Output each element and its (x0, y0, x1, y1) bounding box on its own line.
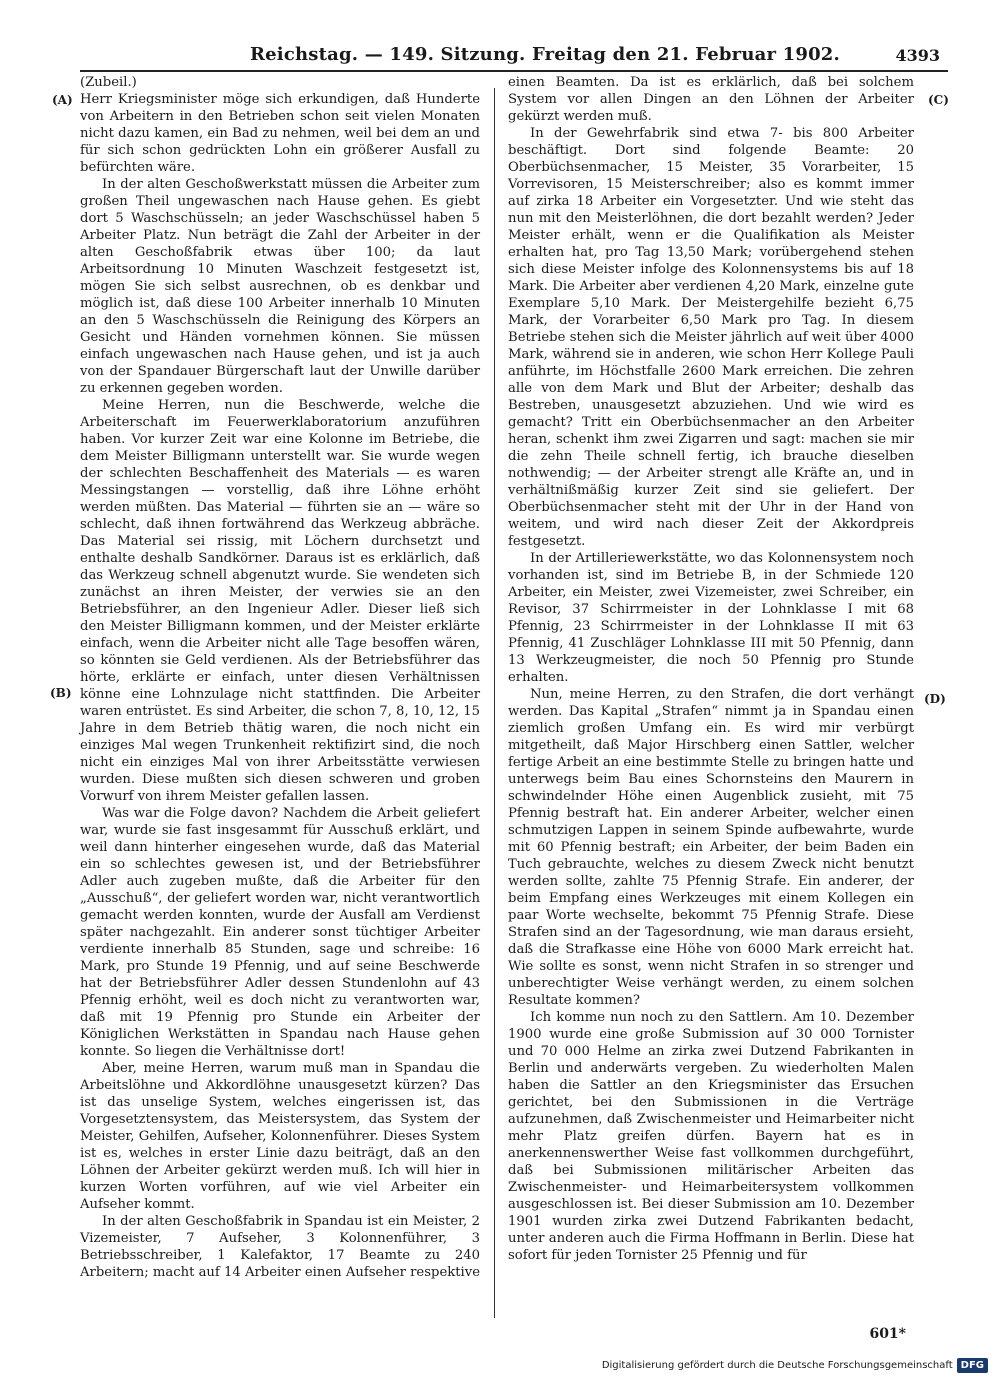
header-rule (80, 70, 948, 72)
paragraph: In der alten Geschoßwerkstatt müssen die Arbeiter zum großen Theil ungewaschen nach Hause gehen. Es giebt dort 5 Waschschüsseln; an jeder Waschschüssel haben 5 Arbeiter Platz. Nun beträgt die Zahl der Arbeiter in der alten Geschoßfabrik etwas über 100; da laut Arbeitsordnung 10 Minuten Waschzeit festgesetzt ist, mögen Sie sich selbst ausrechnen, ob es denkbar und möglich ist, daß diese 100 Arbeiter innerhalb 10 Minuten an den 5 Waschschüsseln die Reinigung des Körpers an Gesicht und Händen vornehmen können. Sie müssen einfach ungewaschen nach Hause gehen, und ist ja auch von der Spandauer Bürgerschaft laut der Unwille darüber zu erkennen gegeben worden. (80, 177, 480, 396)
speaker-name: (Zubeil.) (80, 75, 137, 90)
paragraph: Herr Kriegsminister möge sich erkundigen, daß Hunderte von Arbeitern in den Betrieben schon seit vielen Monaten nicht dazu kamen, ein Bad zu nehmen, weil bei dem an und für sich schon gedrückten Lohn ein größerer Ausfall zu befürchten wäre. (80, 92, 480, 175)
margin-marker-a: (A) (52, 93, 73, 107)
margin-marker-b: (B) (50, 686, 72, 700)
page-number: 4393 (895, 46, 940, 65)
sheet-signature: 601* (869, 1326, 906, 1342)
margin-marker-d: (D) (924, 692, 946, 706)
dfg-logo-icon: DFG (957, 1358, 988, 1373)
paragraph: In der Gewehrfabrik sind etwa 7- bis 800 Arbeiter beschäftigt. Dort sind folgende Beamte: 20 Oberbüchsenmacher, 15 Meister, 35 Vorarbeiter, 15 Vorrevisoren, 15 Meisterschreiber; also es kommt immer auf zirka 18 Arbeiter ein Vorgesetzter. Und wie steht das nun mit den Meisterlöhnen, die dort bezahlt werden? Jeder Meister erhält, wenn er die Qualifikation als Meister erhalten hat, pro Tag 13,50 Mark; vorübergehend stehen sich diese Meister infolge des Kolonnensystems bis auf 18 Mark. Die Arbeiter aber verdienen 4,20 Mark, einzelne gute Exemplare 5,10 Mark. Der Meistergehilfe bezieht 6,75 Mark, der Vorarbeiter 6,50 Mark pro Tag. In diesem Betriebe stehen sich die Meister jährlich auf weit über 4000 Mark, während sie in anderen, wie schon Herr Kollege Pauli anführte, im Höchstfalle 2600 Mark erreichen. Die zehren alle von dem Mark und Blut der Arbeiter; deshalb das Bestreben, unausgesetzt abzuziehen. Und wie wird es gemacht? Tritt ein Oberbüchsenmacher an den Arbeiter heran, schenkt ihm zwei Zigarren und sagt: machen sie mir die zehn Theile schnell fertig, ich brauche dieselben nothwendig; — der Arbeiter strengt alle Kräfte an, und in verhältnißmäßig kurzer Zeit sind sie geliefert. Der Oberbüchsenmacher steht mit der Uhr in der Hand von weitem, und wird nach dieser Zeit der Akkordpreis festgesetzt. (508, 126, 914, 549)
paragraph: Meine Herren, nun die Beschwerde, welche die Arbeiterschaft im Feuerwerklaboratorium anzuführen haben. Vor kurzer Zeit war eine Kolonne im Betriebe, die dem Meister Billigmann unterstellt war. Sie wurde wegen der schlechten Beschaffenheit des Materials — es waren Messingstangen — vorstellig, daß ihre Löhne erhöht werden müßten. Das Material — führten sie an — wäre so schlecht, daß ihnen fortwährend das Werkzeug abbräche. Das Material sei rissig, mit Löchern durchsetzt und enthalte deshalb Sandkörner. Daraus ist es erklärlich, daß das Werkzeug schnell abgenutzt wurde. Sie wendeten sich zunächst an ihren Meister, der verwies sie an den Betriebsführer, an den Ingenieur Adler. Dieser ließ sich den Meister Billigmann kommen, und der Meister erklärte einfach, wenn die Arbeiter nicht alle Tage besoffen wären, so könnten sie Geld verdienen. Als der Betriebsführer das hörte, erklärte er einfach, unter diesen Verhältnissen könne eine Lohnzulage nicht stattfinden. Die Arbeiter waren entrüstet. Es sind Arbeiter, die schon 7, 8, 10, 12, 15 Jahre in dem Betrieb thätig waren, die noch nicht ein einziges Mal wegen Trunkenheit rektifizirt sind, die noch nicht ein einziges Mal von ihrer Arbeitsstätte verwiesen wurden. Diese mußten sich diesen schweren und groben Vorwurf von ihrem Meister gefallen lassen. (80, 398, 480, 804)
paragraph: Ich komme nun noch zu den Sattlern. Am 10. Dezember 1900 wurde eine große Submission auf 30 000 Tornister und 70 000 Helme an zirka zwei Dutzend Fabrikanten in Berlin und anderwärts vergeben. Zu wiederholten Malen haben die Sattler an den Kriegsminister das Ersuchen gerichtet, bei den Submissionen in die Verträge aufzunehmen, daß Zwischenmeister und Heimarbeiter nicht mehr Platz greifen dürfen. Bayern hat es in anerkennenswerther Weise fast vollkommen durchgeführt, daß bei Submissionen militärischer Arbeiten das Zwischenmeister- und Heimarbeitersystem vollkommen ausgeschlossen ist. Bei dieser Submission am 10. Dezember 1901 wurden zirka zwei Dutzend Fabrikanten bedacht, unter anderen auch die Firma Hoffmann in Berlin. Diese hat sofort für jeden Tornister 25 Pfennig und für (508, 1010, 914, 1263)
paragraph: einen Beamten. Da ist es erklärlich, daß bei solchem System vor allen Dingen an den Löhnen der Arbeiter gekürzt werden muß. (508, 75, 914, 124)
paragraph: In der alten Geschoßfabrik in Spandau ist ein Meister, 2 Vizemeister, 7 Aufseher, 3 Kolonnenführer, 3 Betriebsschreiber, 1 Kalefaktor, 17 Beamte zu 240 Arbeitern; macht auf 14 Arbeiter einen Aufseher respektive (80, 1214, 481, 1280)
running-head: Reichstag. — 149. Sitzung. Freitag den 21. Februar 1902. (250, 44, 840, 65)
footer-text: Digitalisierung gefördert durch die Deutsche Forschungsgemeinschaft (601, 1360, 953, 1371)
column-divider (494, 88, 495, 1318)
footer (602, 1358, 988, 1373)
page-header (80, 42, 940, 72)
margin-marker-c: (C) (928, 93, 949, 107)
right-column (508, 74, 914, 1264)
paragraph: Aber, meine Herren, warum muß man in Spandau die Arbeitslöhne und Akkordlöhne unausgesetzt kürzen? Das ist das unselige System, welches eingerissen ist, das Vorgesetztensystem, das Meistersystem, das System der Meister, Gehilfen, Aufseher, Kolonnenführer. Dieses System ist es, welches in erster Linie dazu beiträgt, daß an den Löhnen der Arbeiter gekürzt werden muß. Ich will hier in kurzen Worten vorführen, auf wie viel Arbeiter ein Aufseher kommt. (80, 1061, 480, 1212)
paragraph: Was war die Folge davon? Nachdem die Arbeit geliefert war, wurde sie fast insgesammt für Ausschuß erklärt, und weil dann hinterher eingesehen wurde, daß das Material ein so schlechtes gewesen ist, und der Betriebsführer Adler auch zugeben mußte, daß die Arbeiter für den „Ausschuß“, der geliefert worden war, nicht verantwortlich gemacht werden konnten, wurde der Ausfall am Verdienst später nachgezahlt. Ein anderer sonst tüchtiger Arbeiter verdiente innerhalb 85 Stunden, sage und schreibe: 16 Mark, pro Stunde 19 Pfennig, und auf seine Beschwerde hat der Betriebsführer Adler dessen Stundenlohn auf 43 Pfennig erhöht, weil es doch nicht zu verantworten war, daß mit 19 Pfennig pro Stunde ein Arbeiter der Königlichen Werkstätten in Spandau nach Hause gehen konnte. So liegen die Verhältnisse dort! (80, 806, 480, 1059)
paragraph: Nun, meine Herren, zu den Strafen, die dort verhängt werden. Das Kapital „Strafen“ nimmt ja in Spandau einen ziemlich großen Umfang ein. Es wird mir verbürgt mitgetheilt, daß Major Hirschberg einen Sattler, welcher fertige Arbeit an eine bestimmte Stelle zu bringen hatte und unterwegs beim Bau eines Schornsteins den Maurern in schwindelnder Höhe einen Augenblick zusieht, mit 75 Pfennig bestraft hat. Ein anderer Arbeiter, welcher einen schmutzigen Lappen in seinem Spinde aufbewahrte, wurde mit 60 Pfennig bestraft; ein Arbeiter, der beim Baden ein Tuch gebrauchte, welches zu diesem Zweck nicht benutzt werden sollte, zahlte 75 Pfennig Strafe. Ein anderer, der beim Empfang eines Werkzeuges mit einem Kollegen ein paar Worte wechselte, bekommt 75 Pfennig Strafe. Diese Strafen sind an der Tagesordnung, wie man daraus ersieht, daß die Strafkasse eine Höhe von 6000 Mark erreicht hat. Wie sollte es sonst, wenn nicht Strafen in so strenger und unberechtigter Weise verhängt werden, zu einem solchen Resultate kommen? (508, 687, 914, 1008)
paragraph: In der Artilleriewerkstätte, wo das Kolonnensystem noch vorhanden ist, sind im Betriebe B, in der Schmiede 120 Arbeiter, ein Meister, zwei Vizemeister, zwei Schreiber, ein Revisor, 37 Schirrmeister in der Lohnklasse I mit 68 Pfennig, 23 Schirrmeister in der Lohnklasse II mit 63 Pfennig, 41 Zuschläger Lohnklasse III mit 50 Pfennig, dann 13 Werkzeugmeister, die noch 50 Pfennig pro Stunde erhalten. (508, 551, 914, 685)
left-column (80, 74, 480, 1281)
